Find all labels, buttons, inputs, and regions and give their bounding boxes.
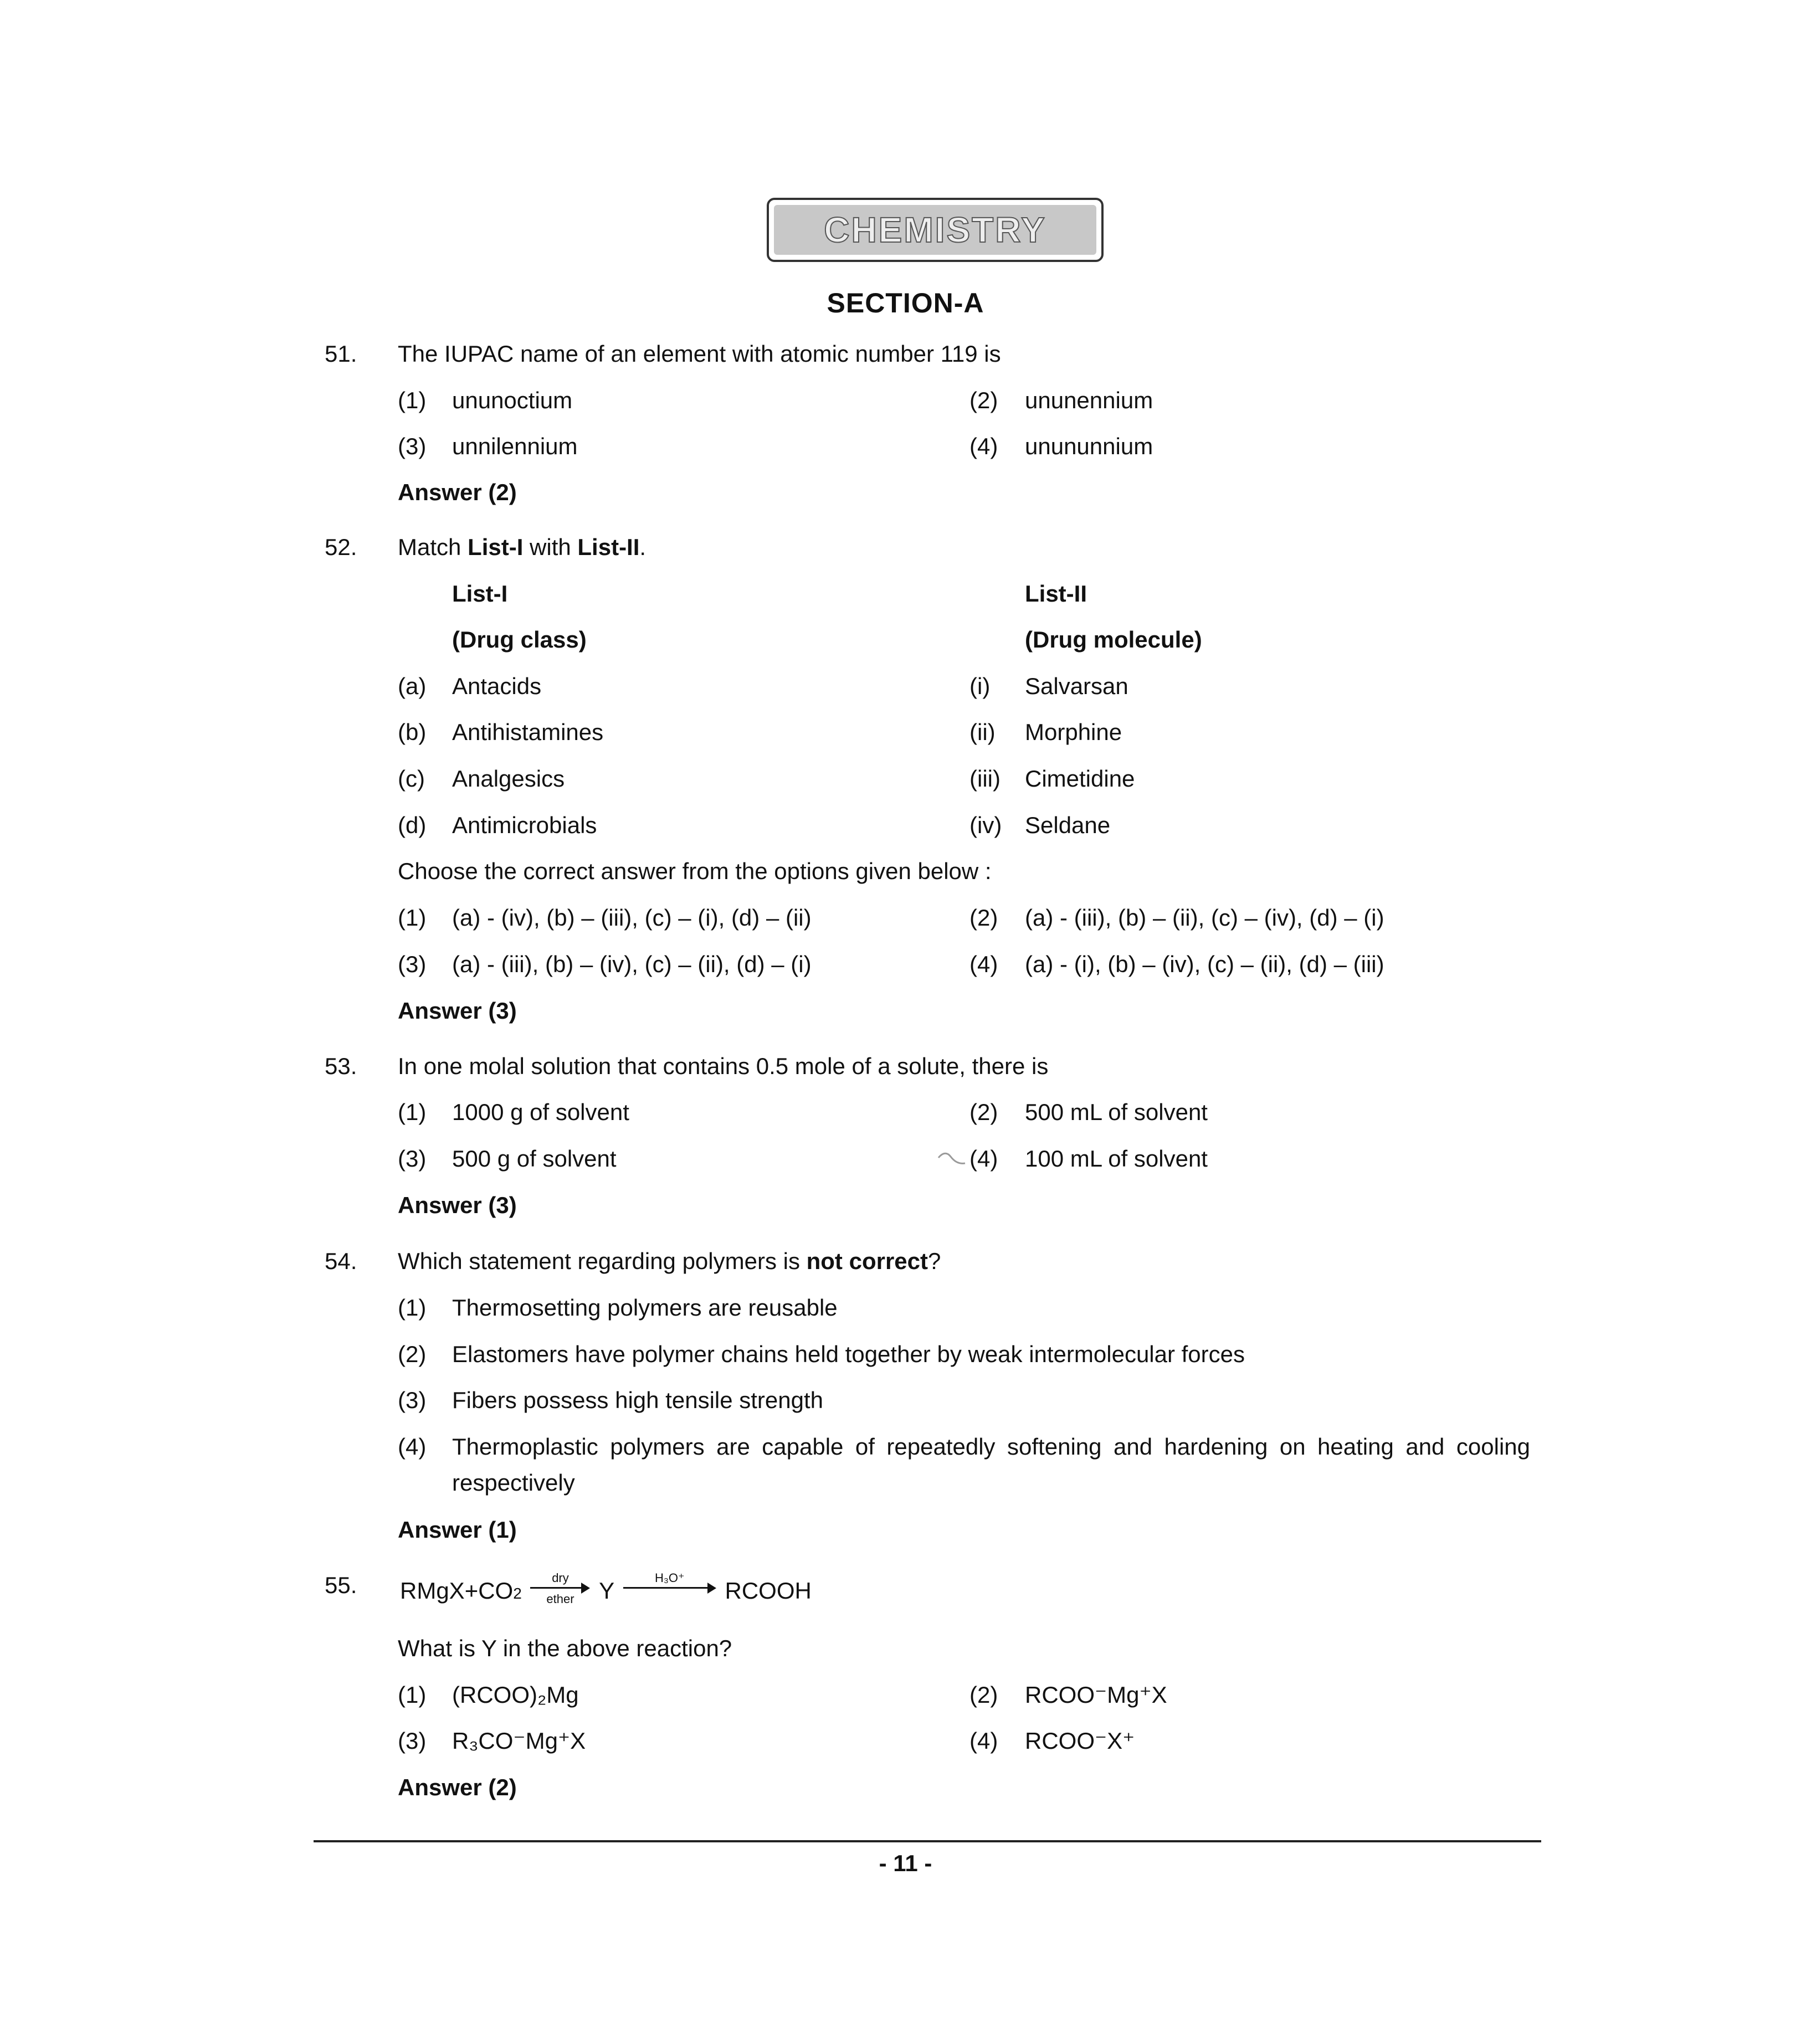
section-title: SECTION-A [827,287,984,319]
text-bold-segment: List-II [577,534,640,560]
subject-banner-inner [774,205,1096,255]
option-label: (2) [969,387,998,413]
subject-title: CHEMISTRY [824,210,1046,250]
option-label: (2) [398,1341,427,1367]
option-text: ununoctium [452,387,573,413]
option-label: (4) [969,1146,998,1172]
reaction-product: RCOOH [725,1578,812,1604]
question-number-55: 55. [325,1572,357,1598]
option-text: (a) - (iii), (b) – (iv), (c) – (ii), (d) – (i) [452,951,812,977]
text-segment: with [523,534,578,560]
answer-54: Answer (1) [398,1517,517,1543]
page-number: - 11 - [879,1850,932,1876]
text-segment: . [639,534,647,560]
text-segment: Match [398,534,468,560]
arrow-condition-top: dry [552,1571,569,1585]
option-text: Thermosetting polymers are reusable [452,1295,838,1321]
subject-banner [767,198,1104,262]
text-segment: ? [928,1248,941,1274]
question-prompt-52: Choose the correct answer from the options given below : [398,858,992,884]
option-text: Fibers possess high tensile strength [452,1387,824,1413]
list1-item: Antacids [452,673,542,699]
list2-item: Cimetidine [1025,766,1135,792]
question-number-54: 54. [325,1248,357,1274]
question-text-55: What is Y in the above reaction? [398,1635,732,1661]
option-label: (1) [398,905,427,931]
option-text: (RCOO)₂Mg [452,1682,579,1708]
list1-item: Antimicrobials [452,812,597,838]
option-label: (2) [969,1099,998,1125]
list2-label: (iv) [969,812,1002,838]
option-label: (3) [398,1387,427,1413]
question-number-51: 51. [325,341,357,367]
option-text: unnilennium [452,433,578,459]
reaction-arrow-icon [530,1571,590,1606]
option-text: (a) - (iv), (b) – (iii), (c) – (i), (d) – (ii) [452,905,812,931]
reaction-reactants: RMgX+CO [400,1578,514,1604]
list2-label: (ii) [969,719,996,745]
option-label: (1) [398,1682,427,1708]
option-label: (4) [969,951,998,977]
answer-53: Answer (3) [398,1192,517,1218]
option-label: (1) [398,1099,427,1125]
option-text: RCOO⁻Mg⁺X [1025,1682,1167,1708]
text-segment: Which statement regarding polymers is [398,1248,807,1274]
option-text: ununennium [1025,387,1153,413]
list1-item: Antihistamines [452,719,604,745]
option-text: unununnium [1025,433,1153,459]
option-text: Elastomers have polymer chains held together by weak intermolecular forces [452,1341,1245,1367]
option-text: (a) - (i), (b) – (iv), (c) – (ii), (d) – (iii) [1025,951,1384,977]
answer-51: Answer (2) [398,479,517,505]
list2-item: Seldane [1025,812,1111,838]
list1-item: Analgesics [452,766,565,792]
pencil-mark-icon [937,1150,966,1167]
reaction-arrow-icon [623,1571,716,1599]
option-text: R₃CO⁻Mg⁺X [452,1728,586,1754]
list2-item: Salvarsan [1025,673,1128,699]
list1-label: (b) [398,719,427,745]
reaction-equation [400,1571,812,1615]
option-label: (4) [398,1434,427,1460]
list2-label: (iii) [969,766,1001,792]
option-label: (3) [398,951,427,977]
option-text: (a) - (iii), (b) – (ii), (c) – (iv), (d) – (i) [1025,905,1384,931]
list2-subheading: (Drug molecule) [1025,626,1202,653]
question-text-53: In one molal solution that contains 0.5 mole of a solute, there is [398,1053,1049,1079]
list1-label: (a) [398,673,427,699]
option-text: Thermoplastic polymers are capable of repeatedly softening and hardening on heating and cooling [452,1434,1530,1460]
option-label: (1) [398,1295,427,1321]
list1-heading: List-I [452,581,508,607]
list1-subheading: (Drug class) [452,626,587,653]
question-text-54 [398,1250,941,1273]
text-bold-segment: not correct [806,1248,928,1274]
option-label: (2) [969,1682,998,1708]
text-bold-segment: List-I [468,534,524,560]
option-label: (4) [969,433,998,459]
option-text: 100 mL of solvent [1025,1146,1208,1172]
question-text-52 [398,536,646,559]
question-text-51: The IUPAC name of an element with atomic number 119 is [398,341,1001,367]
option-label: (3) [398,433,427,459]
option-text: RCOO⁻X⁺ [1025,1728,1135,1754]
list1-label: (c) [398,766,425,792]
option-label: (2) [969,905,998,931]
option-label: (3) [398,1728,427,1754]
option-text-continued: respectively [452,1470,575,1496]
arrow-condition-bottom: ether [546,1592,574,1606]
answer-52: Answer (3) [398,998,517,1024]
option-text: 500 mL of solvent [1025,1099,1208,1125]
list1-label: (d) [398,812,427,838]
arrow-condition-top: H₃O⁺ [655,1571,685,1585]
reaction-intermediate: Y [599,1578,615,1604]
option-text: 500 g of solvent [452,1146,617,1172]
co2-subscript: 2 [513,1585,522,1602]
question-number-53: 53. [325,1053,357,1079]
option-text: 1000 g of solvent [452,1099,629,1125]
option-label: (4) [969,1728,998,1754]
list2-item: Morphine [1025,719,1122,745]
footer-divider [314,1840,1541,1842]
list2-heading: List-II [1025,581,1087,607]
list2-label: (i) [969,673,991,699]
option-label: (1) [398,387,427,413]
question-number-52: 52. [325,534,357,560]
answer-55: Answer (2) [398,1774,517,1800]
option-label: (3) [398,1146,427,1172]
